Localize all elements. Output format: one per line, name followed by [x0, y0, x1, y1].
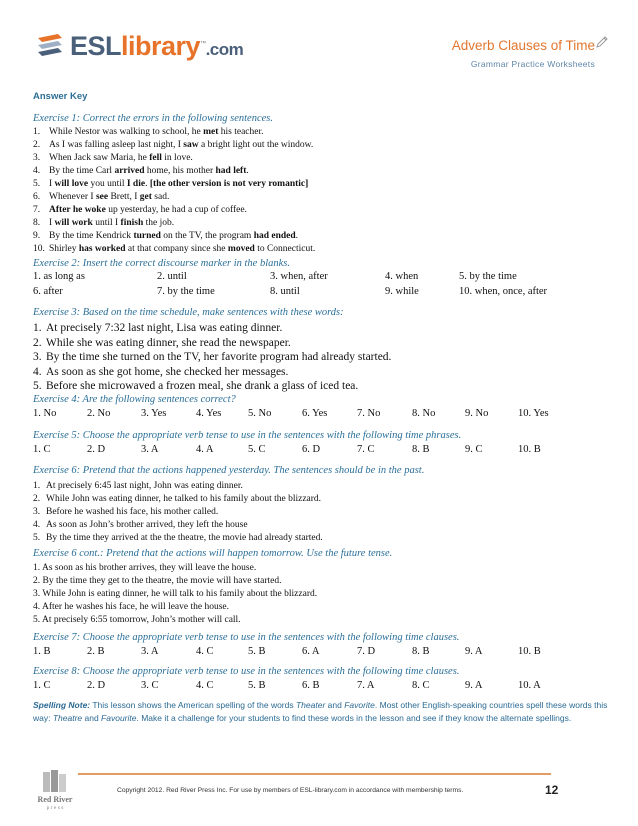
spelling-note-label: Spelling Note:	[33, 700, 91, 710]
exercise-5-title: Exercise 5: Choose the appropriate verb tense to use in the sentences with the following time phrases.	[33, 430, 462, 441]
item-text: By the time they arrived at the the theatre, the movie had already started.	[46, 533, 323, 543]
footer-divider	[78, 773, 551, 775]
answer-item: 7. No	[357, 408, 381, 419]
answer-item: 1. C	[33, 444, 51, 455]
answer-item: 10. B	[518, 444, 541, 455]
ex2-answer: 5. by the time	[459, 271, 517, 282]
item-text: his teacher.	[218, 127, 264, 137]
exercise-8-answers	[33, 680, 603, 694]
exercise-3-item	[33, 350, 391, 365]
red-river-press-logo	[33, 768, 77, 818]
item-text: When Jack saw Maria, he	[49, 153, 150, 163]
item-text: sad.	[151, 192, 170, 202]
worksheet-subtitle: Grammar Practice Worksheets	[470, 59, 595, 69]
answer-item: 6. B	[302, 680, 320, 691]
exercise-1-item	[33, 126, 263, 139]
item-text: arrived	[114, 166, 145, 176]
copyright-notice: Copyright 2012. Red River Press Inc. For use by members of ESL-library.com in accordance with membership terms.	[117, 787, 464, 794]
note-text: This lesson shows the American spelling of the words	[90, 700, 296, 710]
logo-wordmark: ESLlibrary™.com	[70, 31, 244, 61]
exercise-1-item	[33, 165, 249, 178]
note-text: . Most other English-speaking countries spell these words this way:	[33, 700, 608, 723]
answer-item: 4. Yes	[196, 408, 222, 419]
item-text: a bright light out the window.	[198, 140, 314, 150]
exercise-6-title: Exercise 6: Pretend that the actions happened yesterday. The sentences should be in the past.	[33, 465, 425, 476]
item-text: moved	[227, 244, 255, 254]
item-number: 10.	[33, 244, 45, 254]
item-text: on the TV, the program	[160, 231, 254, 241]
item-number: 5.	[33, 380, 42, 392]
item-number: 7.	[33, 205, 41, 215]
exercise-3-title: Exercise 3: Based on the time schedule, make sentences with these words:	[33, 307, 344, 318]
answer-item: 2. D	[87, 680, 106, 691]
answer-item: 1. No	[33, 408, 57, 419]
item-text: until I	[92, 218, 121, 228]
footer-logo-press: p r e s s	[46, 805, 64, 811]
exercise-6-cont-item: 1. As soon as his brother arrives, they will leave the house.	[33, 563, 257, 573]
exercise-6-item	[33, 480, 243, 493]
item-text: I die	[126, 179, 146, 189]
item-text: While she was eating dinner, she read the newspaper.	[46, 336, 291, 349]
item-text: get	[139, 192, 152, 202]
exercise-1-item	[33, 178, 308, 191]
exercise-3-item	[33, 365, 288, 380]
answer-item: 9. A	[465, 680, 483, 691]
exercise-6-item	[33, 519, 248, 532]
item-text: home, his mother	[144, 166, 216, 176]
exercise-1-item	[33, 139, 313, 152]
item-number: 6.	[33, 192, 41, 202]
pencil-icon	[595, 35, 608, 49]
item-number: 3.	[33, 351, 42, 363]
item-number: 4.	[33, 166, 41, 176]
answer-item: 7. A	[357, 680, 375, 691]
answer-item: 7. D	[357, 646, 376, 657]
answer-item: 7. C	[357, 444, 375, 455]
item-text: has worked	[78, 244, 126, 254]
exercise-7-title: Exercise 7: Choose the appropriate verb tense to use in the sentences with the following time clauses.	[33, 632, 460, 643]
item-text: finish	[120, 218, 144, 228]
item-text: Shirley	[49, 244, 79, 254]
exercise-6-cont-item: 3. While John is eating dinner, he will talk to his family about the blizzard.	[33, 589, 318, 599]
item-text: By the time Kendrick	[49, 231, 134, 241]
item-text: After he woke	[49, 205, 106, 215]
item-text: .	[246, 166, 249, 176]
ex2-answer: 1. as long as	[33, 271, 85, 282]
item-text: up yesterday, he had a cup of coffee.	[105, 205, 247, 215]
ex2-answer: 3. when, after	[270, 271, 328, 282]
item-text: As I was falling asleep last night, I	[49, 140, 184, 150]
item-text: I	[49, 179, 55, 189]
note-word: Favorite	[344, 700, 375, 710]
answer-item: 1. C	[33, 680, 51, 691]
exercise-1-item	[33, 230, 298, 243]
exercise-4-title: Exercise 4: Are the following sentences correct?	[33, 394, 236, 405]
note-word: Theater	[295, 700, 326, 710]
item-text: Whenever I	[49, 192, 96, 202]
item-number: 3.	[33, 507, 41, 517]
exercise-1-item	[33, 191, 169, 204]
ex2-answer: 10. when, once, after	[459, 286, 548, 297]
item-text: [the other version is not very romantic]	[149, 179, 309, 189]
exercise-1-item	[33, 152, 193, 165]
exercise-1-item	[33, 243, 315, 256]
answer-item: 8. C	[412, 680, 430, 691]
answer-item: 5. B	[248, 646, 266, 657]
note-word: Theatre	[52, 713, 83, 723]
exercise-4-answers	[33, 408, 603, 422]
ex2-answer: 6. after	[33, 286, 63, 297]
answer-item: 8. B	[412, 646, 430, 657]
exercise-6-cont-item: 5. At precisely 6:55 tomorrow, John’s mother will call.	[33, 615, 241, 625]
item-text: At precisely 7:32 last night, Lisa was eating dinner.	[46, 322, 283, 334]
books-icon	[40, 768, 70, 794]
item-number: 3.	[33, 153, 41, 163]
exercise-3-item	[33, 379, 358, 394]
item-text: At precisely 6:45 last night, John was eating dinner.	[46, 481, 243, 491]
book-stack-icon	[36, 32, 64, 60]
item-text: will love	[54, 179, 89, 189]
item-text: Before he washed his face, his mother called.	[46, 507, 219, 517]
answer-item: 5. C	[248, 444, 266, 455]
exercise-7-answers	[33, 646, 603, 660]
exercise-6-cont-title: Exercise 6 cont.: Pretend that the actions will happen tomorrow. Use the future tense.	[33, 548, 393, 559]
answer-item: 2. No	[87, 408, 111, 419]
item-number: 2.	[33, 140, 41, 150]
exercise-3-item	[33, 336, 291, 351]
item-number: 5.	[33, 179, 41, 189]
ex2-answer: 8. until	[270, 286, 300, 297]
answer-item: 6. D	[302, 444, 321, 455]
answer-item: 3. C	[141, 680, 159, 691]
exercise-2-title: Exercise 2: Insert the correct discourse marker in the blanks.	[33, 258, 290, 269]
item-text: you until	[88, 179, 127, 189]
item-text: As soon as she got home, she checked her messages.	[46, 365, 289, 378]
item-text: met	[203, 127, 219, 137]
esl-library-logo[interactable]	[36, 24, 244, 68]
exercise-6-cont-item: 2. By the time they get to the theatre, the movie will have started.	[33, 576, 282, 586]
ex2-answer: 2. until	[157, 271, 187, 282]
item-number: 4.	[33, 520, 41, 530]
item-number: 1.	[33, 481, 41, 491]
item-text: By the time she turned on the TV, her favorite program had already started.	[46, 351, 392, 363]
item-text: will work	[54, 218, 93, 228]
answer-item: 10. A	[518, 680, 541, 691]
exercise-2-row	[33, 271, 593, 285]
answer-item: 5. No	[248, 408, 272, 419]
item-text: While John was eating dinner, he talked to his family about the blizzard.	[46, 494, 322, 504]
answer-item: 10. Yes	[518, 408, 549, 419]
item-number: 9.	[33, 231, 41, 241]
item-text: Brett, I	[108, 192, 140, 202]
answer-item: 5. B	[248, 680, 266, 691]
answer-item: 10. B	[518, 646, 541, 657]
item-text: .	[145, 179, 150, 189]
item-text: had ended	[253, 231, 296, 241]
exercise-6-item	[33, 506, 218, 519]
exercise-5-answers	[33, 444, 603, 458]
answer-item: 2. D	[87, 444, 106, 455]
item-text: had left	[215, 166, 247, 176]
footer-logo-name: Red River	[37, 795, 73, 804]
item-text: While Nestor was walking to school, he	[49, 127, 204, 137]
item-number: 2.	[33, 494, 41, 504]
exercise-8-title: Exercise 8: Choose the appropriate verb tense to use in the sentences with the following time clauses.	[33, 666, 460, 677]
item-text: As soon as John’s brother arrived, they left the house	[46, 520, 248, 530]
answer-item: 9. No	[465, 408, 489, 419]
answer-item: 1. B	[33, 646, 51, 657]
answer-item: 8. No	[412, 408, 436, 419]
answer-item: 2. B	[87, 646, 105, 657]
item-text: the job.	[143, 218, 175, 228]
answer-item: 3. A	[141, 444, 159, 455]
exercise-1-title: Exercise 1: Correct the errors in the following sentences.	[33, 113, 273, 124]
item-number: 5.	[33, 533, 41, 543]
ex2-answer: 4. when	[385, 271, 419, 282]
answer-item: 4. C	[196, 680, 214, 691]
item-number: 1.	[33, 127, 41, 137]
item-text: turned	[133, 231, 161, 241]
item-number: 1.	[33, 322, 42, 334]
item-text: at that company since she	[125, 244, 228, 254]
worksheet-title: Adverb Clauses of Time	[451, 38, 595, 53]
spelling-note	[33, 699, 608, 725]
exercise-6-cont-item: 4. After he washes his face, he will leave the house.	[33, 602, 230, 612]
item-text: to Connecticut.	[254, 244, 316, 254]
item-number: 8.	[33, 218, 41, 228]
exercise-3-item	[33, 321, 282, 336]
ex2-answer: 7. by the time	[157, 286, 215, 297]
item-text: see	[95, 192, 109, 202]
note-word: Favourite	[101, 713, 137, 723]
note-text: . Make it a challenge for your students to find these words in the lesson and see if they know the alternate spellings.	[136, 713, 572, 723]
exercise-6-item	[33, 532, 323, 545]
answer-item: 8. B	[412, 444, 430, 455]
item-text: .	[295, 231, 299, 241]
item-text: I	[49, 218, 55, 228]
item-text: Before she microwaved a frozen meal, she drank a glass of iced tea.	[46, 380, 359, 392]
answer-item: 9. C	[465, 444, 483, 455]
answer-item: 6. Yes	[302, 408, 328, 419]
exercise-1-item	[33, 204, 247, 217]
answer-key-heading: Answer Key	[33, 91, 88, 102]
exercise-6-item	[33, 493, 321, 506]
note-text: and	[325, 700, 345, 710]
item-text: saw	[183, 140, 199, 150]
item-text: in love.	[161, 153, 193, 163]
item-number: 2.	[33, 336, 42, 349]
answer-item: 4. C	[196, 646, 214, 657]
item-text: fell	[149, 153, 162, 163]
answer-item: 3. Yes	[141, 408, 167, 419]
note-text: and	[82, 713, 102, 723]
answer-item: 4. A	[196, 444, 214, 455]
item-text: By the time Carl	[49, 166, 115, 176]
answer-item: 6. A	[302, 646, 320, 657]
item-number: 4.	[33, 365, 42, 378]
answer-item: 3. A	[141, 646, 159, 657]
exercise-2-row	[33, 286, 593, 300]
exercise-1-item	[33, 217, 174, 230]
ex2-answer: 9. while	[385, 286, 419, 297]
page-number: 12	[545, 783, 559, 797]
answer-item: 9. A	[465, 646, 483, 657]
